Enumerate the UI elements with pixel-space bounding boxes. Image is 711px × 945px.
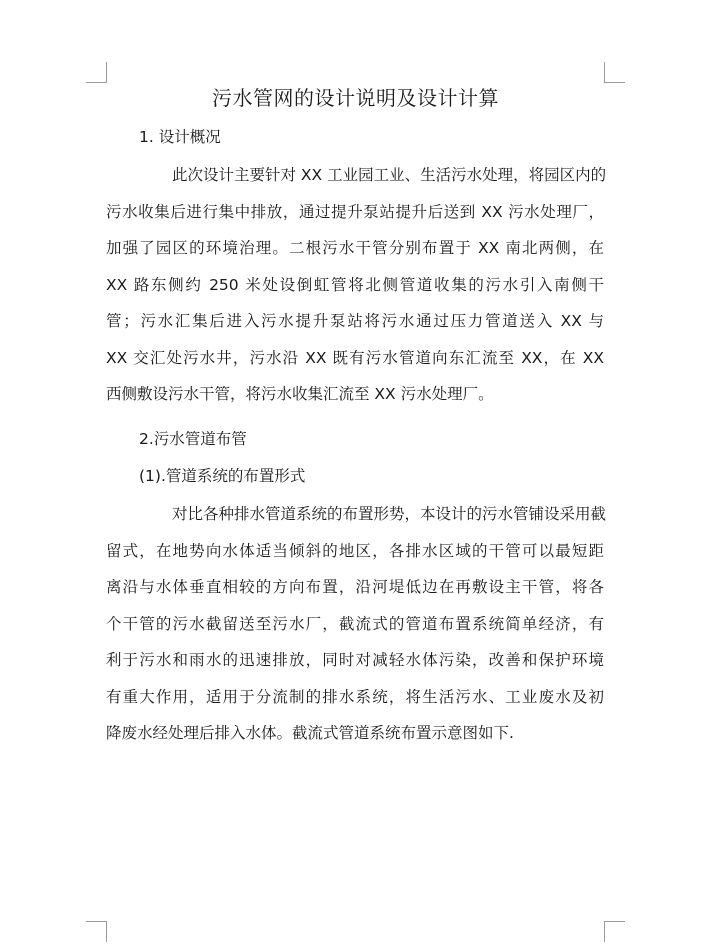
paragraph-pipe-system-form <box>106 496 607 752</box>
paragraph-line: 离沿与水体垂直相较的方向布置，沿河堤低边在再敷设主干管，将各 <box>106 578 604 596</box>
paragraph-line: 加强了园区的环境治理。二根污水干管分别布置于 XX 南北两侧，在 <box>106 239 604 257</box>
section-heading-pipe-layout: 2.污水管道布管 <box>139 430 247 448</box>
crop-mark-bottom-right <box>604 921 625 942</box>
crop-mark-top-left <box>86 62 107 83</box>
paragraph-line: 个干管的污水截留送至污水厂，截流式的管道布置系统简单经济，有 <box>106 614 604 633</box>
paragraph-design-overview <box>106 157 607 413</box>
paragraph-line: XX 交汇处污水井，污水沿 XX 既有污水管道向东汇流至 XX，在 XX <box>106 348 604 367</box>
paragraph-line: 有重大作用，适用于分流制的排水系统，将生活污水、工业废水及初 <box>106 687 604 706</box>
paragraph-line: 此次设计主要针对 XX 工业园工业、生活污水处理，将园区内的 <box>172 166 607 184</box>
paragraph-line: 对比各种排水管道系统的布置形势，本设计的污水管铺设采用截 <box>172 505 607 523</box>
crop-mark-top-right <box>604 62 625 83</box>
paragraph-line: 利于污水和雨水的迅速排放，同时对减轻水体污染，改善和保护环境 <box>106 651 604 669</box>
paragraph-line: 降废水经处理后排入水体。截流式管道系统布置示意图如下. <box>106 724 514 742</box>
subsection-heading-pipe-system-form: (1).管道系统的布置形式 <box>139 467 306 485</box>
paragraph-line: 留式，在地势向水体适当倾斜的地区，各排水区域的干管可以最短距 <box>106 541 604 560</box>
paragraph-line: 西侧敷设污水干管，将污水收集汇流至 XX 污水处理厂。 <box>106 385 494 403</box>
paragraph-line: XX 路东侧约 250 米处设倒虹管将北侧管道收集的污水引入南侧干 <box>106 275 604 294</box>
paragraph-line: 管；污水汇集后进入污水提升泵站将污水通过压力管道送入 XX 与 <box>106 312 604 330</box>
paragraph-line: 污水收集后进行集中排放，通过提升泵站提升后送到 XX 污水处理厂， <box>106 202 604 221</box>
document-title: 污水管网的设计说明及设计计算 <box>212 86 499 110</box>
crop-mark-bottom-left <box>86 921 107 942</box>
section-heading-design-overview: 1. 设计概况 <box>139 128 221 146</box>
